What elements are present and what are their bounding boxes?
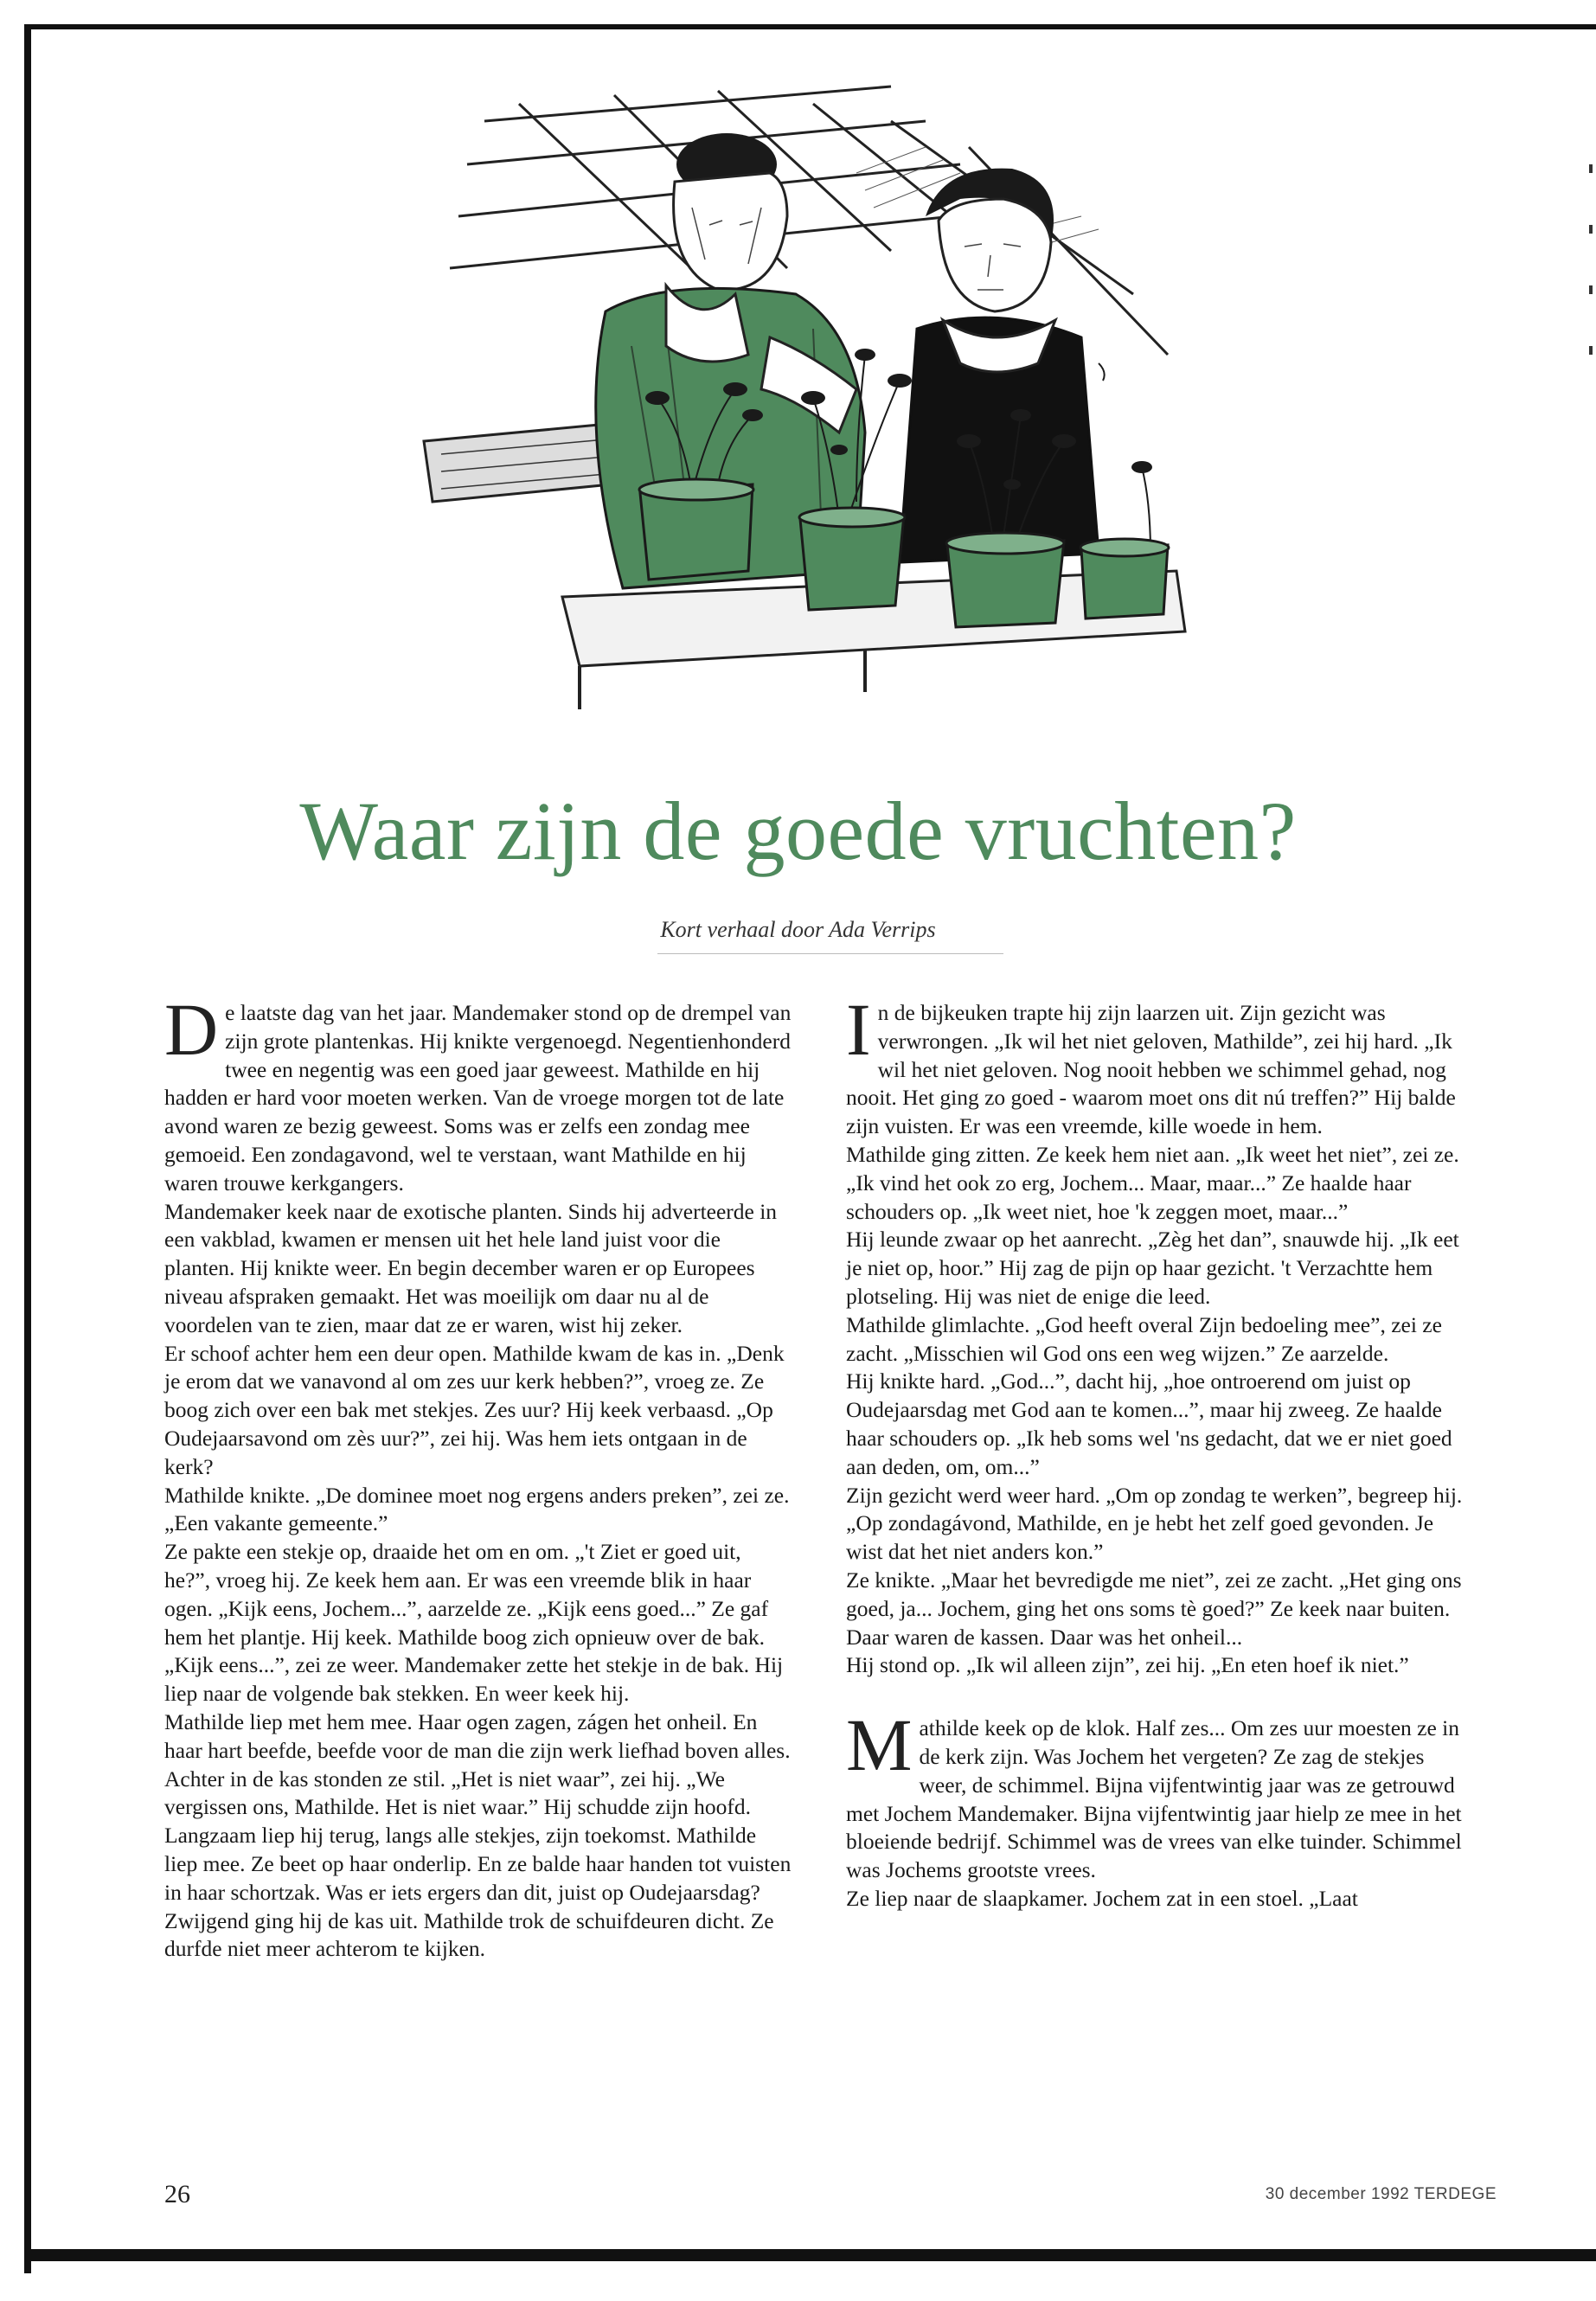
byline-divider	[657, 953, 1003, 954]
footer-date-magazine: 30 december 1992 TERDEGE	[1265, 2185, 1497, 2203]
greenhouse-illustration	[407, 69, 1211, 709]
page-frame-bottom	[24, 2249, 1596, 2261]
paragraph-text: athilde keek op de klok. Half zes... Om zes uur moesten ze in de kerk zijn. Was Jochem het vergeten? Ze zag de stekjes weer, de schimmel. Bijna vijfentwintig jaar was ze getrouwd met Jochem Mandemaker. Bijna vijfentwintig jaar hielp ze mee in het bloeiende bedrijf. Schimmel was de vrees van elke tuinder. Schimmel was Jochems grootste vrees.	[846, 1715, 1462, 1883]
text-column-right	[846, 988, 1473, 1913]
paragraph	[846, 988, 1473, 1141]
paragraph: Achter in de kas stonden ze stil. „Het is niet waar”, zei hij. „We vergissen ons, Mathilde. Het is niet waar.” Hij schudde zijn hoofd. Langzaam liep hij terug, langs alle stekjes, zijn toekomst. Mathilde liep mee. Ze beet op haar onderlip. En ze balde haar handen tot vuisten in haar schortzak. Was er iets ergers dan dit, juist op Oudejaarsdag?	[164, 1766, 792, 1905]
paragraph: Zijn gezicht werd weer hard. „Om op zondag te werken”, begreep hij. „Op zondagávond, Mathilde, en je hebt het zelf goed gevonden. Je wist dat het niet anders kon.”	[846, 1482, 1463, 1565]
paragraph: Er schoof achter hem een deur open. Mathilde kwam de kas in. „Denk je erom dat we vanavond al om zes uur kerk hebben?”, vroeg ze. Ze boog zich over een bak met stekjes. Zes uur? Hij keek verbaasd. „Op Oudejaarsavond om zès uur?”, zei hij. Was hem iets ontgaan in de kerk?	[164, 1340, 785, 1479]
paragraph: Ze knikte. „Maar het bevredigde me niet”, zei ze zacht. „Het ging ons goed, ja... Jochem, ging het ons soms tè goed?” Ze keek naar buiten. Daar waren de kassen. Daar was het onheil...	[846, 1567, 1462, 1650]
page-number: 26	[164, 2180, 190, 2208]
page-frame-top	[31, 24, 1596, 29]
paragraph-text: n de bijkeuken trapte hij zijn laarzen uit. Zijn gezicht was verwrongen. „Ik wil het niet geloven, Mathilde”, zei hij hard. „Ik wil het niet geloven. Nog nooit hebben we schimmel gehad, nog nooit. Het ging zo goed - waarom moet ons dit nú treffen?” Hij balde zijn vuisten. Er was een vreemde, kille woede in hem.	[846, 1000, 1456, 1139]
drop-cap: I	[846, 988, 871, 1071]
text-column-left	[164, 988, 792, 1964]
paragraph: Mathilde glimlachte. „God heeft overal Zijn bedoeling mee”, zei ze zacht. „Misschien wil God ons een weg wijzen.” Ze aarzelde.	[846, 1311, 1442, 1366]
paragraph: Zwijgend ging hij de kas uit. Mathilde trok de schuifdeuren dicht. Ze durfde niet meer achterom te kijken.	[164, 1907, 774, 1962]
paragraph: Mathilde liep met hem mee. Haar ogen zagen, zágen het onheil. En haar hart beefde, beefde voor de man die zijn werk liefhad boven alles.	[164, 1708, 791, 1763]
paragraph: Mathilde ging zitten. Ze keek hem niet aan. „Ik weet het niet”, zei ze. „Ik vind het ook zo erg, Jochem... Maar, maar...” Ze haalde haar schouders op. „Ik weet niet, hoe 'k zeggen moet, maar...”	[846, 1141, 1459, 1224]
paragraph: Ze pakte een stekje op, draaide het om en om. „'t Ziet er goed uit, he?”, vroeg hij. Ze keek hem aan. Er was een vreemde blik in haar ogen. „Kijk eens, Jochem...”, aarzelde ze. „Kijk eens goed...” Ze gaf hem het plantje. Hij keek. Mathilde boog zich opnieuw over de bak. „Kijk eens...”, zei ze weer. Mandemaker zette het stekje in de bak. Hij liep naar de volgende bak stekken. En weer keek hij.	[164, 1539, 784, 1707]
paragraph	[846, 1703, 1473, 1885]
article-byline: Kort verhaal door Ada Verrips	[660, 917, 936, 942]
page-frame-left	[24, 24, 31, 2273]
paragraph: Ze liep naar de slaapkamer. Jochem zat in een stoel. „Laat	[846, 1885, 1358, 1911]
paragraph: Hij knikte hard. „God...”, dacht hij, „hoe ontroerend om juist op Oudejaarsdag met God aan te komen...”, maar hij zweeg. Ze haalde haar schouders op. „Ik heb soms wel 'ns gedacht, dat we er niet goed aan deden, om, om...”	[846, 1368, 1452, 1479]
paragraph: Hij leunde zwaar op het aanrecht. „Zèg het dan”, snauwde hij. „Ik eet je niet op, hoor.” Hij zag de pijn op haar gezicht. 't Verzachtte hem plotseling. Hij was niet de enige die leed.	[846, 1227, 1459, 1309]
drop-cap: D	[164, 988, 219, 1071]
paragraph-text: e laatste dag van het jaar. Mandemaker stond op de drempel van zijn grote plantenkas. Hij knikte vergenoegd. Negentienhonderd twee en negentig was een goed jaar geweest. Mathilde en hij hadden er hard voor moeten werken. Van de vroege morgen tot de late avond waren ze bezig geweest. Soms was er zelfs een zondag mee gemoeid. Een zondagavond, wel te verstaan, want Mathilde en hij waren trouwe kerkgangers.	[164, 1000, 792, 1195]
paragraph: Mandemaker keek naar de exotische planten. Sinds hij adverteerde in een vakblad, kwamen er mensen uit het hele land juist voor die planten. Hij knikte weer. En begin december waren er op Europees niveau afspraken gemaakt. Het was moeilijk om daar nu al de voordelen van te zien, maar dat ze er waren, wist hij zeker.	[164, 1198, 778, 1337]
drop-cap: M	[846, 1703, 913, 1787]
article-title: Waar zijn de goede vruchten?	[299, 785, 1297, 877]
paragraph: Mathilde knikte. „De dominee moet nog ergens anders preken”, zei ze. „Een vakante gemeente.”	[164, 1482, 790, 1536]
scan-edge-marks	[1589, 164, 1593, 528]
paragraph	[164, 988, 792, 1198]
paragraph: Hij stond op. „Ik wil alleen zijn”, zei hij. „En eten hoef ik niet.”	[846, 1652, 1409, 1678]
